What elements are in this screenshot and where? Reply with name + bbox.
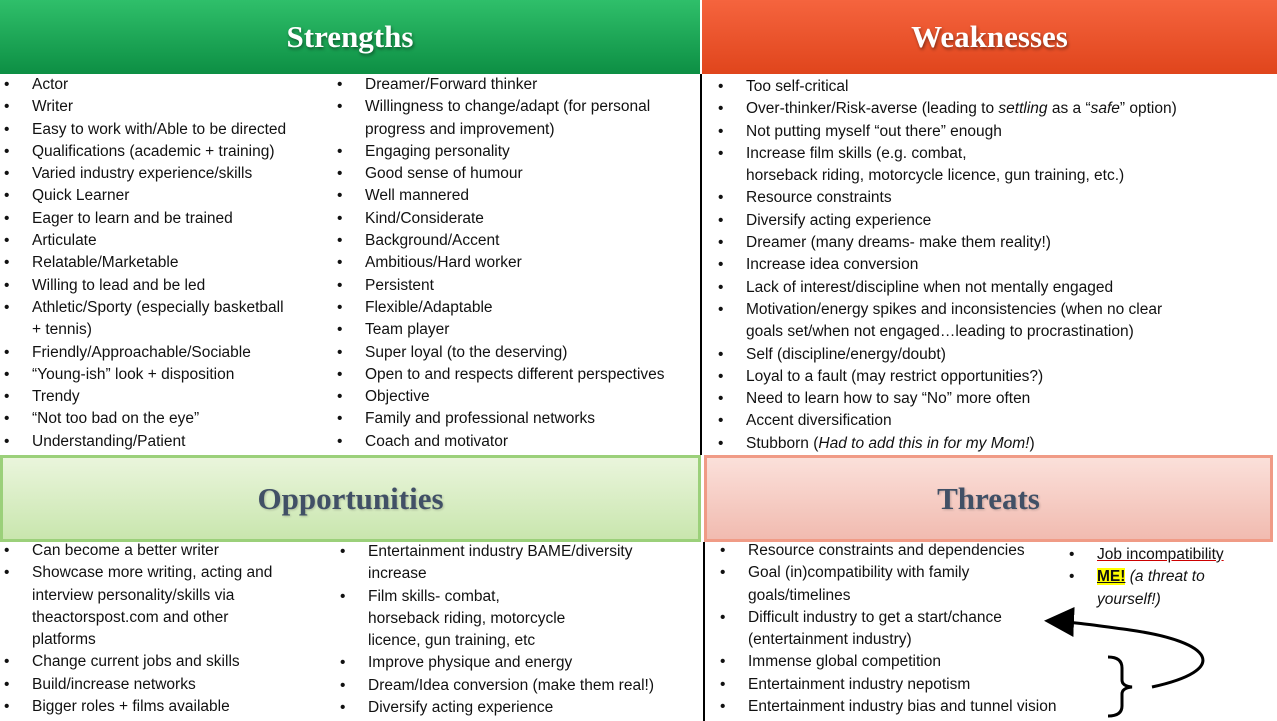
list-item: • Persistent	[335, 275, 665, 297]
list-item: • Good sense of humour	[335, 163, 665, 185]
curly-bracket	[1108, 657, 1132, 716]
list-item: • Athletic/Sporty (especially basketball + tennis)	[2, 297, 286, 342]
job-incompatibility-text: Job incompatibility	[1097, 546, 1224, 563]
list-item: • Writer	[2, 96, 286, 118]
list-item: • Goal (in)compatibility with family goals/timelines	[718, 562, 1056, 607]
list-item: • ME! (a threat to yourself!)	[1067, 566, 1224, 611]
list-item: • Resource constraints and dependencies	[718, 540, 1056, 562]
list-item: • Bigger roles + films available	[2, 696, 272, 718]
list-item: • Well mannered	[335, 185, 665, 207]
list-item: • Kind/Considerate	[335, 208, 665, 230]
list-item: • Actor	[2, 74, 286, 96]
list-item: • “Young-ish” look + disposition	[2, 364, 286, 386]
list-item: • Showcase more writing, acting and interview personality/skills via theactorspost.com and other platforms	[2, 562, 272, 651]
list-item: • Willing to lead and be led	[2, 275, 286, 297]
list-item: • Coach and motivator	[335, 431, 665, 453]
list-item: • Background/Accent	[335, 230, 665, 252]
list-item: • Ambitious/Hard worker	[335, 252, 665, 274]
list-item: • Entertainment industry bias and tunnel vision	[718, 696, 1056, 718]
list-item: • Not putting myself “out there” enough	[716, 121, 1177, 143]
list-item: • Self (discipline/energy/doubt)	[716, 344, 1177, 366]
list-item: • Increase film skills (e.g. combat, horseback riding, motorcycle licence, gun training, etc.)	[716, 143, 1177, 188]
list-item: • Easy to work with/Able to be directed	[2, 119, 286, 141]
weaknesses-title: Weaknesses	[911, 19, 1068, 54]
list-item: • Diversify acting experience	[338, 697, 654, 719]
list-item: • Trendy	[2, 386, 286, 408]
list-item: • Difficult industry to get a start/chance (entertainment industry)	[718, 607, 1056, 652]
list-item: • Build/increase networks	[2, 674, 272, 696]
list-item: • Too self-critical	[716, 76, 1177, 98]
list-item: • Understanding/Patient	[2, 431, 286, 453]
list-item: • Engaging personality	[335, 141, 665, 163]
list-item: • Super loyal (to the deserving)	[335, 342, 665, 364]
opportunities-title: Opportunities	[257, 480, 444, 516]
list-item: • Family and professional networks	[335, 408, 665, 430]
list-item: • Over-thinker/Risk-averse (leading to settling as a “safe” option)	[716, 98, 1177, 120]
list-item: • Resource constraints	[716, 187, 1177, 209]
list-item: • Flexible/Adaptable	[335, 297, 665, 319]
list-item: • Willingness to change/adapt (for personal progress and improvement)	[335, 96, 665, 141]
list-item: • Increase idea conversion	[716, 254, 1177, 276]
list-item: • Change current jobs and skills	[2, 651, 272, 673]
me-highlight: ME!	[1097, 568, 1126, 586]
list-item: • Need to learn how to say “No” more often	[716, 388, 1177, 410]
list-item: • Team player	[335, 319, 665, 341]
list-item: • Dreamer/Forward thinker	[335, 74, 665, 96]
list-item: • Accent diversification	[716, 410, 1177, 432]
list-item: • “Not too bad on the eye”	[2, 408, 286, 430]
strengths-title: Strengths	[286, 19, 414, 54]
curved-arrow	[1050, 621, 1203, 687]
list-item: • Motivation/energy spikes and inconsistencies (when no clear goals set/when not engaged…leading to procrastination)	[716, 299, 1177, 344]
list-item: • Improve physique and energy	[338, 652, 654, 674]
list-item: • Entertainment industry BAME/diversity increase	[338, 541, 654, 586]
list-item: • Eager to learn and be trained	[2, 208, 286, 230]
list-item: • Can become a better writer	[2, 540, 272, 562]
list-item: • Articulate	[2, 230, 286, 252]
list-item: • Immense global competition	[718, 651, 1056, 673]
list-item: • Objective	[335, 386, 665, 408]
threats-title: Threats	[937, 480, 1040, 516]
list-item: • Friendly/Approachable/Sociable	[2, 342, 286, 364]
list-item: • Loyal to a fault (may restrict opportunities?)	[716, 366, 1177, 388]
list-item: • Varied industry experience/skills	[2, 163, 286, 185]
list-item: • Relatable/Marketable	[2, 252, 286, 274]
list-item: • Entertainment industry nepotism	[718, 674, 1056, 696]
list-item: • Diversify acting experience	[716, 210, 1177, 232]
list-item: • Dreamer (many dreams- make them reality!)	[716, 232, 1177, 254]
list-item: • Lack of interest/discipline when not mentally engaged	[716, 277, 1177, 299]
list-item: • Stubborn (Had to add this in for my Mom!)	[716, 433, 1177, 455]
list-item: • Open to and respects different perspectives	[335, 364, 665, 386]
list-item: • Quick Learner	[2, 185, 286, 207]
list-item: • Film skills- combat, horseback riding, motorcycle licence, gun training, etc	[338, 586, 654, 653]
list-item: • Qualifications (academic + training)	[2, 141, 286, 163]
list-item: • Dream/Idea conversion (make them real!)	[338, 675, 654, 697]
